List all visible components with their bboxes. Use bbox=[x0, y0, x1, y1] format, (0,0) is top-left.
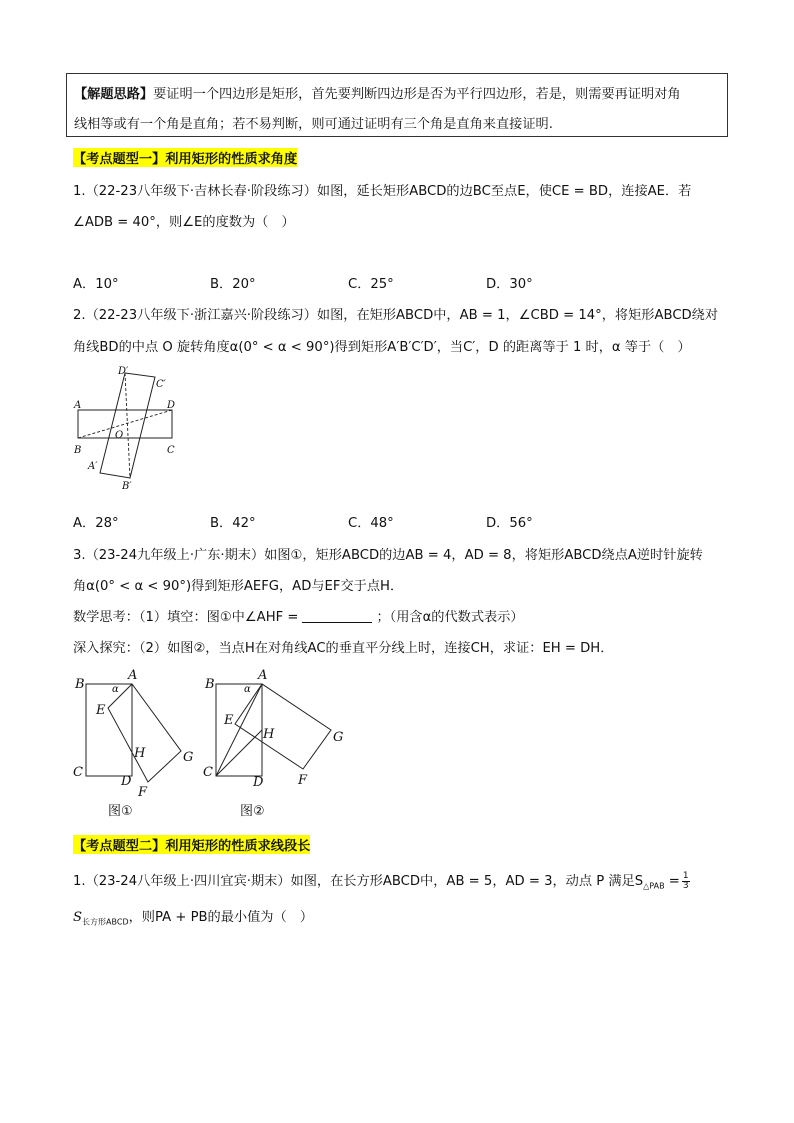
q3-line-4: 深入探究：（2）如图②，当点H在对角线AC的垂直平分线上时，连接CH，求证：EH = DH． bbox=[73, 641, 614, 656]
fig1-caption: 图① bbox=[108, 804, 133, 818]
fig1-label-h: H bbox=[134, 746, 146, 761]
q3-figure-2 bbox=[198, 668, 358, 818]
q4-fraction: $\frac{1}{3}$ bbox=[682, 870, 689, 891]
fig2-caption: 图② bbox=[240, 804, 265, 818]
q1-options bbox=[73, 273, 723, 291]
q2-label-bprime: B′ bbox=[122, 481, 132, 492]
q2-option-c[interactable]: C．48° bbox=[348, 516, 394, 531]
fig2-label-f: F bbox=[298, 773, 308, 788]
q3-figure-1 bbox=[68, 668, 203, 818]
fig2-rect-aefg bbox=[235, 684, 331, 769]
fig2-label-alpha: α bbox=[244, 684, 251, 695]
fig2-label-h: H bbox=[263, 727, 275, 742]
hint-line-2: 线相等或有一个角是直角；若不易判断，则可通过证明有三个角是直角来直接证明. bbox=[74, 117, 553, 132]
fig2-label-e: E bbox=[224, 713, 234, 728]
q2-options bbox=[73, 512, 723, 530]
q1-option-c[interactable]: C．25° bbox=[348, 277, 394, 292]
q3-line-2: 角α(0° < α < 90°)得到矩形AEFG，AD与EF交于点H． bbox=[73, 579, 404, 594]
q4-line-2: $S_{长方形ABCD}$，则PA + PB的最小值为（ ） bbox=[73, 910, 314, 927]
fig1-label-d: D bbox=[121, 774, 132, 789]
q2-rect-abcd bbox=[78, 410, 172, 438]
q2-label-d: D bbox=[167, 400, 176, 411]
fig2-segment-ch bbox=[216, 730, 262, 776]
fig1-label-alpha: α bbox=[112, 684, 119, 695]
hint-line-1: 【解题思路】要证明一个四边形是矩形，首先要判断四边形是否为平行四边形，若是，则需要再证明对角 bbox=[74, 87, 681, 102]
fig2-label-a: A bbox=[258, 668, 268, 683]
hint-label: 【解题思路】 bbox=[74, 87, 154, 102]
q1-option-d[interactable]: D．30° bbox=[486, 277, 533, 292]
fig2-label-b: B bbox=[205, 677, 215, 692]
q2-diagonal-rotated bbox=[125, 373, 130, 478]
fig2-label-d: D bbox=[253, 775, 264, 790]
q2-label-cprime: C′ bbox=[156, 379, 166, 390]
fig1-rect-abcd bbox=[86, 684, 132, 776]
q1-line-1: 1.（22-23八年级下·吉林长春·阶段练习）如图，延长矩形ABCD的边BC至点E，使CE = BD，连接AE．若 bbox=[73, 184, 692, 199]
q2-label-b: B bbox=[74, 445, 82, 456]
q2-option-b[interactable]: B．42° bbox=[210, 516, 256, 531]
fig1-label-c: C bbox=[73, 765, 83, 780]
fig1-label-f: F bbox=[138, 785, 148, 800]
q2-line-1: 2.（22-23八年级下·浙江嘉兴·阶段练习）如图，在矩形ABCD中，AB = 1，∠CBD = 14°，将矩形ABCD绕对 bbox=[73, 308, 719, 323]
q1-option-a[interactable]: A．10° bbox=[73, 277, 119, 292]
section-title-2: 【考点题型二】利用矩形的性质求线段长 bbox=[73, 835, 310, 854]
q2-label-c: C bbox=[167, 445, 175, 456]
q3-line-1: 3.（23-24九年级上·广东·期末）如图①，矩形ABCD的边AB = 4，AD = 8，将矩形ABCD绕点A逆时针旋转 bbox=[73, 548, 703, 563]
q2-label-aprime: A′ bbox=[88, 461, 98, 472]
fig1-label-e: E bbox=[96, 703, 106, 718]
q2-line-2: 角线BD的中点 O 旋转角度α(0° < α < 90°)得到矩形A′B′C′D′，当C′，D 的距离等于 1 时，α 等于（ ） bbox=[73, 340, 691, 355]
fig1-rect-aefg bbox=[108, 684, 181, 782]
q2-label-a: A bbox=[74, 400, 82, 411]
fig1-label-a: A bbox=[128, 668, 138, 683]
q1-option-b[interactable]: B．20° bbox=[210, 277, 256, 292]
fig1-label-b: B bbox=[75, 677, 85, 692]
q3-answer-blank[interactable] bbox=[302, 610, 372, 623]
fig2-diagonal-ac bbox=[216, 684, 262, 776]
q2-option-a[interactable]: A．28° bbox=[73, 516, 119, 531]
q1-line-2: ∠ADB = 40°，则∠E的度数为（ ） bbox=[73, 215, 295, 230]
section-title-1: 【考点题型一】利用矩形的性质求角度 bbox=[73, 148, 297, 167]
q2-label-o: O bbox=[115, 430, 124, 441]
q2-diagonal-bd bbox=[78, 410, 172, 438]
fig2-label-c: C bbox=[203, 765, 213, 780]
q3-line-3: 数学思考：（1）填空：图①中∠AHF = ；（用含α的代数式表示） bbox=[73, 610, 524, 625]
q2-label-dprime: D′ bbox=[118, 366, 129, 377]
fig1-label-g: G bbox=[183, 750, 194, 765]
q4-line-1: 1.（23-24八年级上·四川宜宾·期末）如图，在长方形ABCD中，AB = 5，AD = 3，动点 P 满足$S_{\triangle PAB}$ = $\frac{1}{3}$ bbox=[73, 870, 689, 891]
q2-option-d[interactable]: D．56° bbox=[486, 516, 533, 531]
q2-figure bbox=[70, 365, 190, 495]
fig2-label-g: G bbox=[333, 730, 344, 745]
